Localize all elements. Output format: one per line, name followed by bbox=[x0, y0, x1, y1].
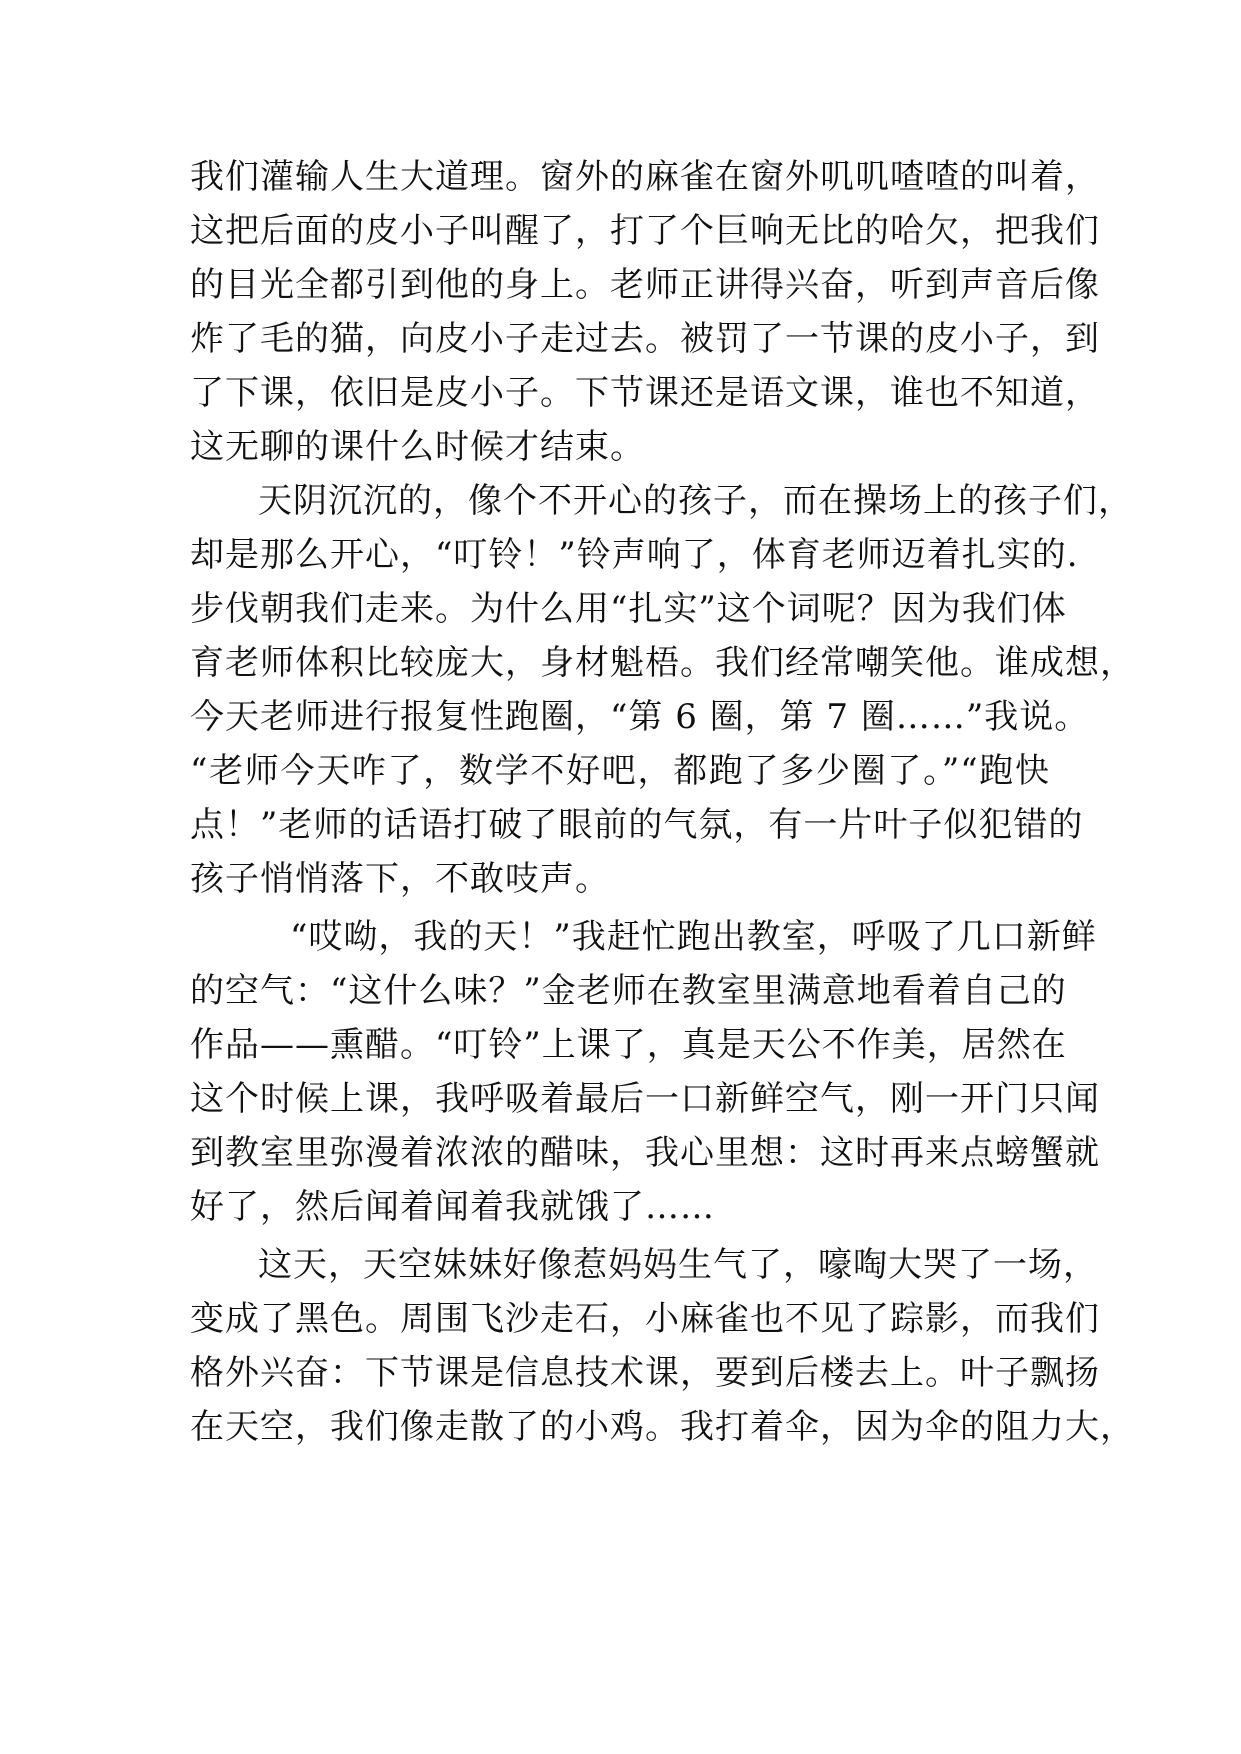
text-line: 到教室里弥漫着浓浓的醋味，我心里想：这时再来点螃蟹就 bbox=[190, 1133, 1100, 1173]
text-line: 这天，天空妹妹好像惹妈妈生气了，嚎啕大哭了一场， bbox=[258, 1245, 1098, 1285]
paragraph-1 bbox=[190, 150, 1100, 474]
text-line: 这无聊的课什么时候才结束。 bbox=[190, 427, 645, 467]
text-line: 我们灌输人生大道理。窗外的麻雀在窗外叽叽喳喳的叫着， bbox=[190, 157, 1100, 197]
text-line: 这把后面的皮小子叫醒了，打了个巨响无比的哈欠，把我们 bbox=[190, 211, 1100, 251]
text-line: 好了，然后闻着闻着我就饿了…… bbox=[190, 1187, 715, 1227]
text-line: 变成了黑色。周围飞沙走石，小麻雀也不见了踪影，而我们 bbox=[190, 1299, 1100, 1339]
text-line: 在天空，我们像走散了的小鸡。我打着伞，因为伞的阻力大， bbox=[190, 1407, 1135, 1447]
text-line: 的空气：“这什么味？”金老师在教室里满意地看着自己的 bbox=[190, 971, 1067, 1011]
body-text bbox=[190, 150, 1135, 1454]
text-line: 步伐朝我们走来。为什么用“扎实”这个词呢？因为我们体 bbox=[190, 589, 1067, 629]
text-line: “哎呦，我的天！”我赶忙跑出教室，呼吸了几口新鲜 bbox=[290, 917, 1097, 957]
text-line: 点！”老师的话语打破了眼前的气氛，有一片叶子似犯错的 bbox=[190, 805, 1084, 845]
text-line: 天阴沉沉的，像个不开心的孩子，而在操场上的孩子们， bbox=[258, 481, 1133, 521]
text-line: 的目光全都引到他的身上。老师正讲得兴奋，听到声音后像 bbox=[190, 265, 1100, 305]
paragraph-3 bbox=[190, 910, 1100, 1234]
text-line: “老师今天咋了，数学不好吧，都跑了多少圈了。”“跑快 bbox=[190, 751, 1050, 791]
text-line: 炸了毛的猫，向皮小子走过去。被罚了一节课的皮小子，到 bbox=[190, 319, 1100, 359]
paragraph-2 bbox=[190, 474, 1135, 906]
text-line: 孩子悄悄落下，不敢吱声。 bbox=[190, 859, 610, 899]
paragraph-4 bbox=[190, 1238, 1135, 1454]
text-line: 了下课，依旧是皮小子。下节课还是语文课，谁也不知道， bbox=[190, 373, 1100, 413]
text-line: 育老师体积比较庞大，身材魁梧。我们经常嘲笑他。谁成想， bbox=[190, 643, 1135, 683]
text-line: 这个时候上课，我呼吸着最后一口新鲜空气，刚一开门只闻 bbox=[190, 1079, 1100, 1119]
text-line: 今天老师进行报复性跑圈，“第 6 圈，第 7 圈……”我说。 bbox=[190, 697, 1090, 737]
text-line: 格外兴奋：下节课是信息技术课，要到后楼去上。叶子飘扬 bbox=[190, 1353, 1100, 1393]
text-line: 却是那么开心，“叮铃！”铃声响了，体育老师迈着扎实的. bbox=[190, 535, 1079, 575]
text-line: 作品——熏醋。“叮铃”上课了，真是天公不作美，居然在 bbox=[190, 1025, 1067, 1065]
